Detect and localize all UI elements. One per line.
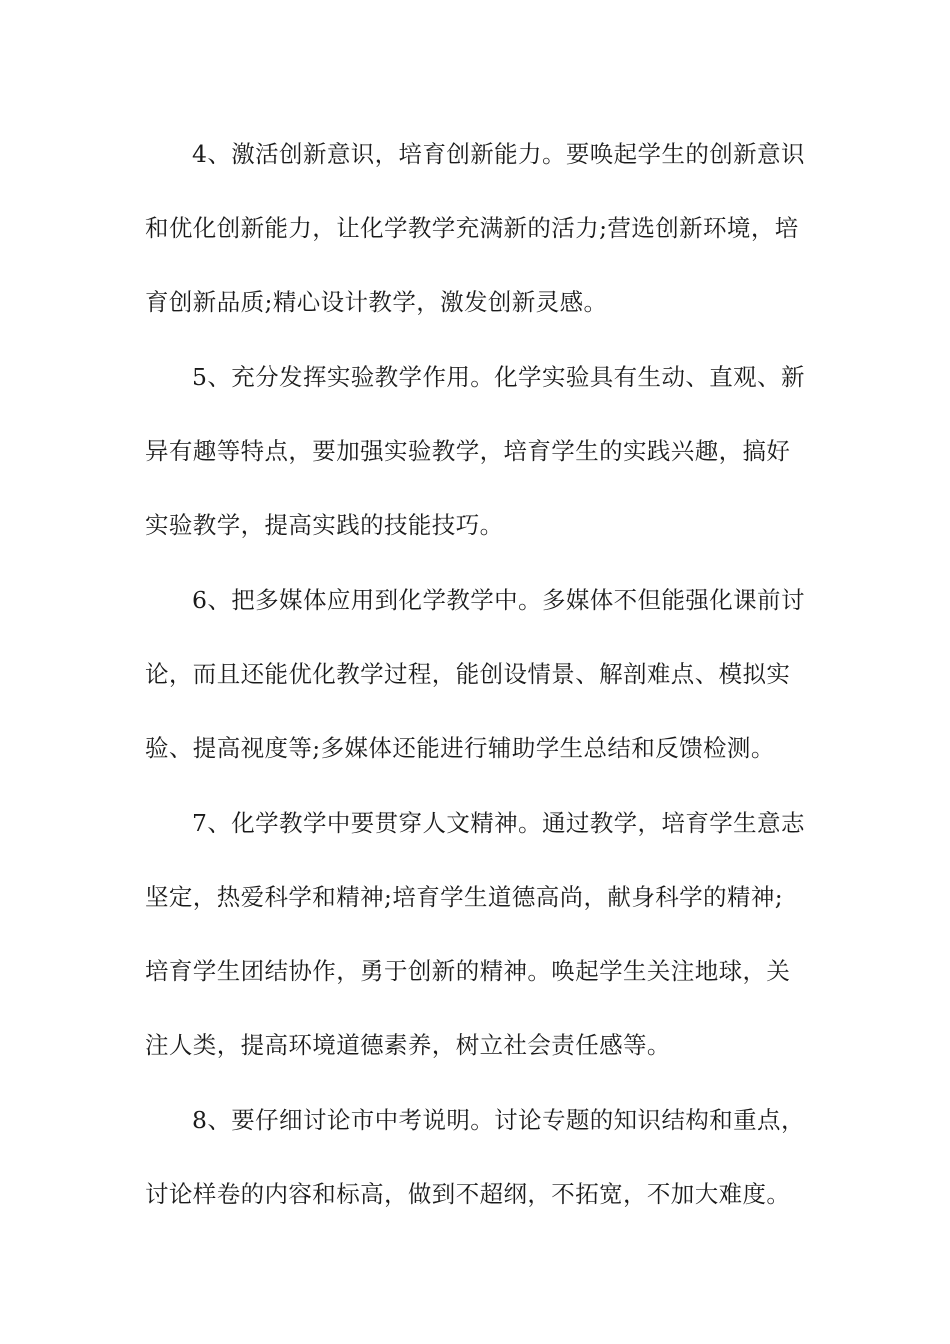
paragraph-5-line-1: 5、充分发挥实验教学作用。化学实验具有生动、直观、新 [192, 363, 805, 391]
paragraph-6-line-1: 6、把多媒体应用到化学教学中。多媒体不但能强化课前讨 [192, 586, 805, 614]
paragraph-8-line-1: 8、要仔细讨论市中考说明。讨论专题的知识结构和重点， [192, 1106, 805, 1134]
paragraph-5-line-2: 异有趣等特点，要加强实验教学，培育学生的实践兴趣，搞好 [145, 437, 791, 465]
paragraph-4-line-2: 和优化创新能力，让化学教学充满新的活力;营选创新环境，培 [145, 214, 799, 242]
paragraph-7-line-1: 7、化学教学中要贯穿人文精神。通过教学，培育学生意志 [192, 809, 805, 837]
paragraph-5-line-3: 实验教学，提高实践的技能技巧。 [145, 511, 504, 539]
paragraph-7-line-3: 培育学生团结协作，勇于创新的精神。唤起学生关注地球，关 [145, 957, 791, 985]
paragraph-8-line-2: 讨论样卷的内容和标高，做到不超纲，不拓宽，不加大难度。 [145, 1180, 791, 1208]
paragraph-7-line-2: 坚定，热爱科学和精神;培育学生道德高尚，献身科学的精神; [145, 883, 784, 911]
paragraph-7-line-4: 注人类，提高环境道德素养，树立社会责任感等。 [145, 1031, 671, 1059]
paragraph-6-line-3: 验、提高视度等;多媒体还能进行辅助学生总结和反馈检测。 [145, 734, 775, 762]
paragraph-4-line-3: 育创新品质;精心设计教学，激发创新灵感。 [145, 288, 608, 316]
paragraph-4-line-1: 4、激活创新意识，培育创新能力。要唤起学生的创新意识 [192, 140, 805, 168]
paragraph-6-line-2: 论，而且还能优化教学过程，能创设情景、解剖难点、模拟实 [145, 660, 791, 688]
